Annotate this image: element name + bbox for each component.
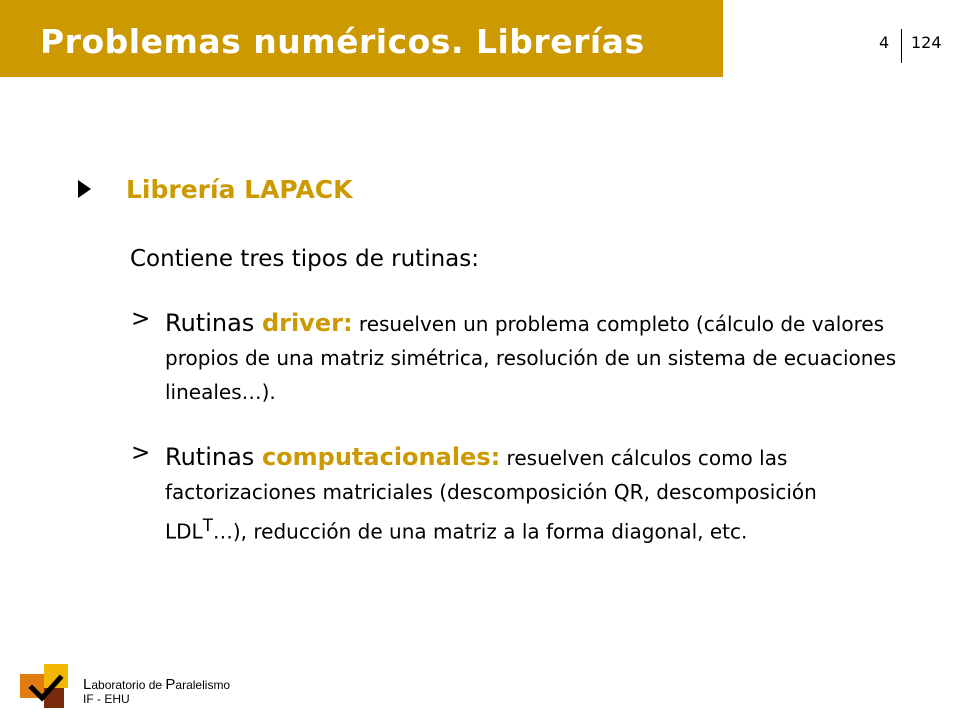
- footer-institution: IF - EHU: [83, 692, 130, 706]
- intro-text: Contiene tres tipos de rutinas:: [130, 246, 479, 272]
- page-total: 124: [911, 33, 942, 52]
- bullet-lead: Rutinas: [165, 309, 262, 337]
- bullet-description: resuelven un problema completo (cálculo de valores propios de una matriz simétrica, resolución de un sistema de ecuaciones lineales…).: [165, 312, 897, 404]
- bullet-driver: [165, 306, 905, 409]
- bullet-lead: Rutinas: [165, 443, 262, 471]
- bullet-description: resuelven cálculos como las factorizaciones matriciales (descomposición QR, descomposición LDL: [165, 446, 817, 544]
- page-divider: [901, 29, 902, 63]
- term-computacionales: computacionales:: [261, 443, 501, 471]
- bullet-description-end: …), reducción de una matriz a la forma diagonal, etc.: [212, 519, 748, 544]
- superscript-t: T: [202, 516, 213, 535]
- bullet-computacionales: [165, 440, 905, 549]
- header-band: [0, 0, 723, 77]
- checkmark-logo-icon: [20, 664, 70, 708]
- term-driver: driver:: [261, 309, 353, 337]
- bullet-marker-driver: >: [131, 306, 151, 332]
- footer-lab-name: Laboratorio de Paralelismo: [83, 676, 231, 693]
- slide-title: Problemas numéricos. Librerías: [40, 22, 645, 61]
- section-heading: Librería LAPACK: [126, 175, 353, 204]
- bullet-marker-computacionales: >: [131, 440, 151, 466]
- right-triangle-icon: [78, 180, 91, 198]
- page-current: 4: [879, 33, 890, 52]
